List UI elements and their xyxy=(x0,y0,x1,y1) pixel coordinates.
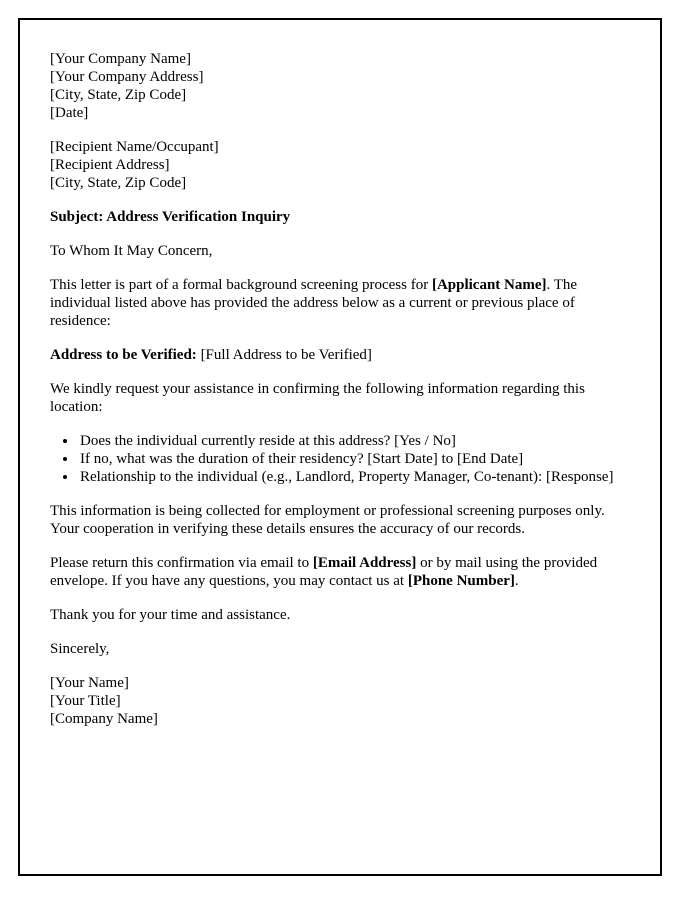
recipient-address: [Recipient Address] xyxy=(50,157,170,173)
letter-border-frame xyxy=(18,18,662,876)
recipient-city-state-zip: [City, State, Zip Code] xyxy=(50,175,187,191)
request-paragraph: We kindly request your assistance in confirming the following information regarding this location: xyxy=(50,381,585,415)
recipient-block xyxy=(50,138,630,192)
email-address-placeholder: [Email Address] xyxy=(312,555,417,571)
recipient-name: [Recipient Name/Occupant] xyxy=(50,139,219,155)
signature-block xyxy=(50,674,630,728)
return-paragraph xyxy=(50,554,630,590)
sender-block xyxy=(50,50,630,122)
applicant-name-placeholder: [Applicant Name] xyxy=(431,277,547,293)
address-to-verify-line xyxy=(50,346,630,364)
address-to-verify-placeholder: [Full Address to be Verified] xyxy=(196,347,372,363)
signature-name: [Your Name] xyxy=(50,675,129,691)
intro-paragraph xyxy=(50,276,630,330)
list-item-relationship: • Relationship to the individual (e.g., Landlord, Property Manager, Co-tenant): [Response] xyxy=(78,468,630,486)
signature-title: [Your Title] xyxy=(50,693,121,709)
intro-text-2: . The individual listed above has provided the address below as a current or previous place of residence: xyxy=(50,277,578,329)
return-text-2: or by mail using the provided envelope. If you have any questions, you may contact us at xyxy=(50,555,598,589)
salutation: To Whom It May Concern, xyxy=(50,243,213,259)
thanks-line: Thank you for your time and assistance. xyxy=(50,607,291,623)
list-item-duration: • If no, what was the duration of their residency? [Start Date] to [End Date] xyxy=(78,450,630,468)
sender-company-address: [Your Company Address] xyxy=(50,69,204,85)
closing-line: Sincerely, xyxy=(50,641,110,657)
signature-company: [Company Name] xyxy=(50,711,158,727)
letter-date: [Date] xyxy=(50,105,89,121)
intro-text-1: This letter is part of a formal background screening process for xyxy=(50,277,432,293)
phone-number-placeholder: [Phone Number] xyxy=(407,573,515,589)
return-text-1: Please return this confirmation via email to xyxy=(50,555,313,571)
address-to-verify-label: Address to be Verified: xyxy=(50,347,197,363)
purpose-paragraph: This information is being collected for employment or professional screening purposes only. Your cooperation in verifying these details ensures the accuracy of our records. xyxy=(50,503,605,537)
list-item-residency: • Does the individual currently reside at this address? [Yes / No] xyxy=(78,432,630,450)
letter-content xyxy=(20,20,660,728)
subject-line: Subject: Address Verification Inquiry xyxy=(50,209,291,225)
return-text-3: . xyxy=(514,573,519,589)
sender-company-name: [Your Company Name] xyxy=(50,51,191,67)
verification-list xyxy=(50,432,630,486)
sender-city-state-zip: [City, State, Zip Code] xyxy=(50,87,187,103)
